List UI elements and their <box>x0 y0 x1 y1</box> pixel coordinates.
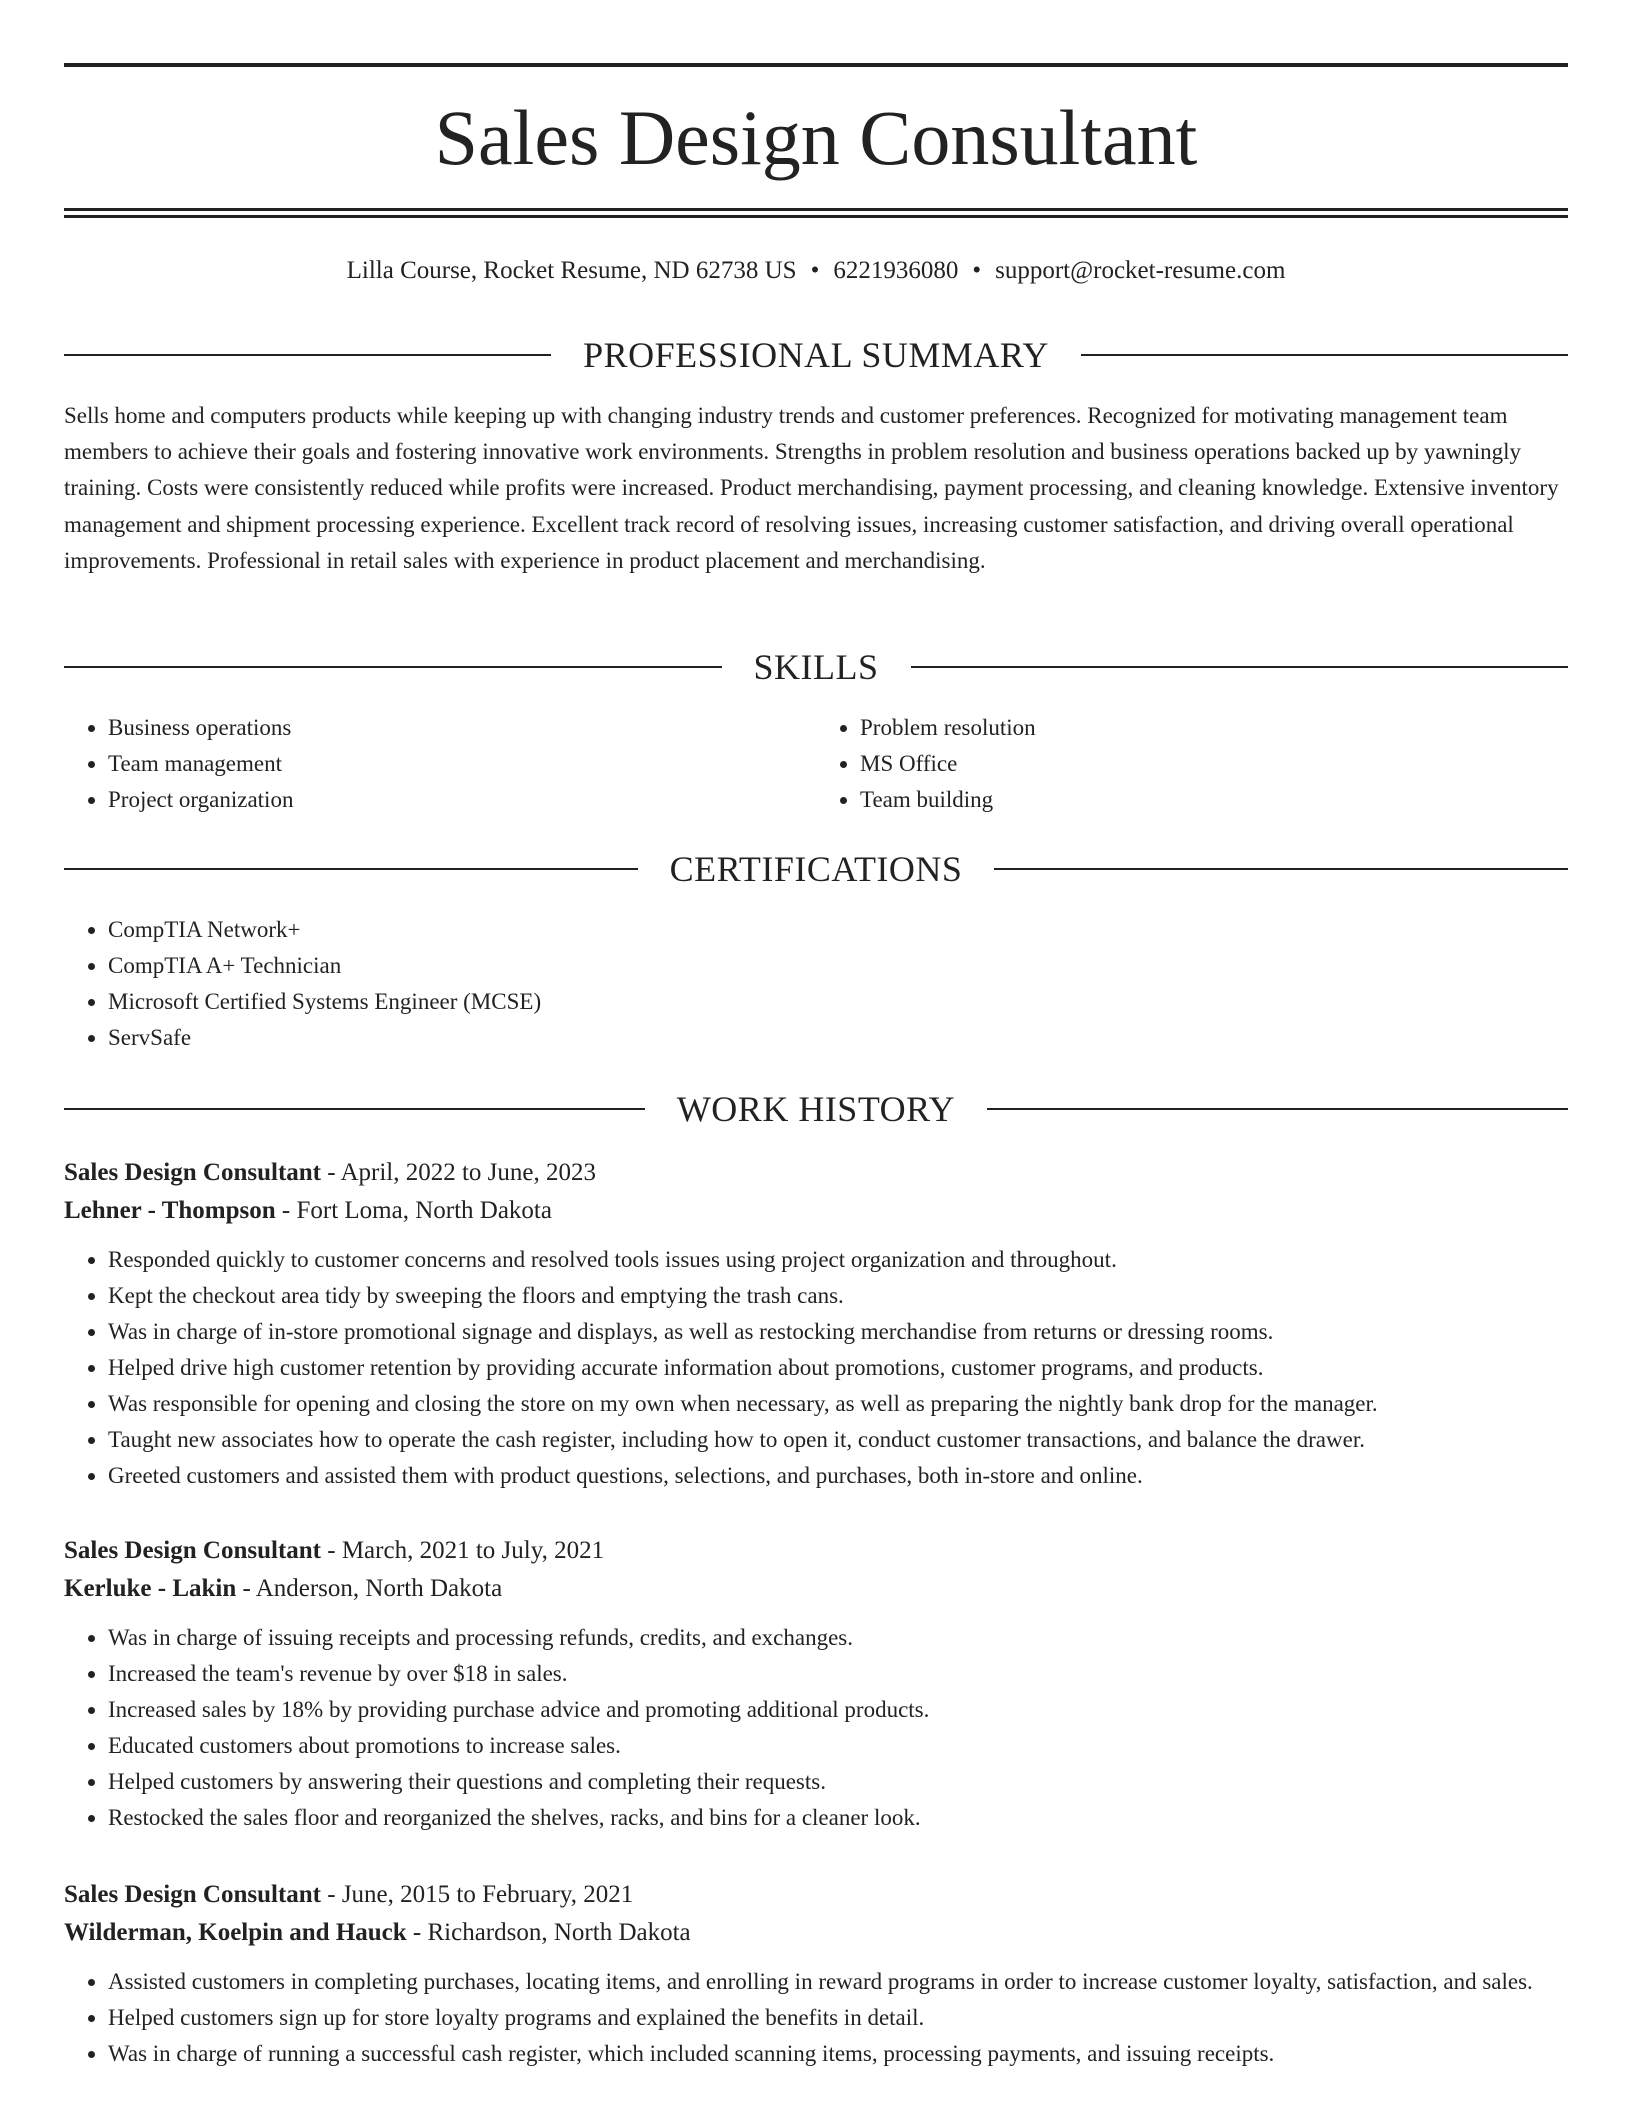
heading-rule-right <box>987 1108 1568 1110</box>
job-location: - Richardson, North Dakota <box>406 1919 691 1946</box>
page-title: Sales Design Consultant <box>434 94 1198 181</box>
section-title: SKILLS <box>753 647 879 687</box>
contact-separator: • <box>810 257 820 284</box>
skill-item: • Business operations <box>108 710 816 746</box>
section-heading-skills <box>64 645 1568 689</box>
job-title: Sales Design Consultant <box>64 1537 321 1564</box>
job-company-line <box>64 1192 1568 1230</box>
job-company: Kerluke - Lakin <box>64 1575 237 1602</box>
job-company-line <box>64 1570 1568 1608</box>
job-bullet: • Kept the checkout area tidy by sweeping the floors and emptying the trash cans. <box>108 1278 1568 1314</box>
heading-rule-right <box>1081 354 1568 356</box>
job-dates: - March, 2021 to July, 2021 <box>321 1537 605 1564</box>
section-title: WORK HISTORY <box>676 1089 956 1129</box>
section-title: PROFESSIONAL SUMMARY <box>583 335 1049 375</box>
job-bullet: • Helped customers sign up for store loyalty programs and explained the benefits in detail. <box>108 2000 1568 2036</box>
job-company: Lehner - Thompson <box>64 1197 276 1224</box>
skill-item: • MS Office <box>860 746 1568 782</box>
contact-address: Lilla Course, Rocket Resume, ND 62738 US <box>346 257 797 284</box>
job-entry <box>64 1154 1568 1494</box>
job-bullet: • Helped customers by answering their questions and completing their requests. <box>108 1764 1568 1800</box>
certification-item: • CompTIA A+ Technician <box>108 948 1568 984</box>
job-title-line <box>64 1876 1568 1914</box>
job-bullet: • Increased sales by 18% by providing purchase advice and promoting additional products. <box>108 1692 1568 1728</box>
title-double-rule <box>64 208 1568 218</box>
skill-item: • Team management <box>108 746 816 782</box>
certification-item: • CompTIA Network+ <box>108 912 1568 948</box>
skills-column-left <box>64 710 816 818</box>
job-bullet: • Helped drive high customer retention by providing accurate information about promotions, customer programs, and products. <box>108 1350 1568 1386</box>
certification-item: • Microsoft Certified Systems Engineer (MCSE) <box>108 984 1568 1020</box>
job-title: Sales Design Consultant <box>64 1159 321 1186</box>
heading-rule-left <box>64 868 638 870</box>
certification-item: • ServSafe <box>108 1020 1568 1056</box>
skills-column-right <box>816 710 1568 818</box>
job-company: Wilderman, Koelpin and Hauck <box>64 1919 407 1946</box>
contact-phone: 6221936080 <box>833 257 959 284</box>
job-entry <box>64 1876 1568 2072</box>
section-heading-certifications <box>64 847 1568 891</box>
job-entry <box>64 1532 1568 1836</box>
job-title: Sales Design Consultant <box>64 1881 321 1908</box>
job-dates: - April, 2022 to June, 2023 <box>321 1159 596 1186</box>
job-bullet: • Taught new associates how to operate the cash register, including how to open it, conduct customer transactions, and balance the drawer. <box>108 1422 1568 1458</box>
job-bullet: • Assisted customers in completing purchases, locating items, and enrolling in reward programs in order to increase customer loyalty, satisfaction, and sales. <box>108 1964 1568 2000</box>
job-bullets <box>64 1964 1568 2072</box>
job-bullet: • Was in charge of issuing receipts and processing refunds, credits, and exchanges. <box>108 1620 1568 1656</box>
top-rule <box>64 63 1568 67</box>
contact-email: support@rocket-resume.com <box>995 257 1286 284</box>
job-bullets <box>64 1620 1568 1836</box>
job-location: - Fort Loma, North Dakota <box>275 1197 552 1224</box>
job-location: - Anderson, North Dakota <box>236 1575 503 1602</box>
job-title-line <box>64 1154 1568 1192</box>
job-bullets <box>64 1242 1568 1494</box>
section-title: CERTIFICATIONS <box>669 849 963 889</box>
job-bullet: • Increased the team's revenue by over $18 in sales. <box>108 1656 1568 1692</box>
job-bullet: • Was in charge of in-store promotional signage and displays, as well as restocking merchandise from returns or dressing rooms. <box>108 1314 1568 1350</box>
section-heading-summary <box>64 333 1568 377</box>
heading-rule-right <box>911 666 1569 668</box>
contact-separator: • <box>972 257 982 284</box>
job-bullet: • Educated customers about promotions to increase sales. <box>108 1728 1568 1764</box>
job-bullet: • Restocked the sales floor and reorganized the shelves, racks, and bins for a cleaner look. <box>108 1800 1568 1836</box>
heading-rule-left <box>64 1108 645 1110</box>
skills-list <box>64 710 1568 818</box>
heading-rule-left <box>64 666 722 668</box>
skill-item: • Problem resolution <box>860 710 1568 746</box>
job-company-line <box>64 1914 1568 1952</box>
job-bullet: • Was in charge of running a successful cash register, which included scanning items, processing payments, and issuing receipts. <box>108 2036 1568 2072</box>
job-bullet: • Greeted customers and assisted them with product questions, selections, and purchases, both in-store and online. <box>108 1458 1568 1494</box>
job-title-line <box>64 1532 1568 1570</box>
job-bullet: • Was responsible for opening and closing the store on my own when necessary, as well as preparing the nightly bank drop for the manager. <box>108 1386 1568 1422</box>
section-heading-work-history <box>64 1087 1568 1131</box>
heading-rule-left <box>64 354 551 356</box>
job-dates: - June, 2015 to February, 2021 <box>321 1881 634 1908</box>
summary-text: Sells home and computers products while keeping up with changing industry trends and customer preferences. Recognized for motivating management team members to achieve their goals and fostering innovative work environments. Strengths in problem resolution and business operations backed up by yawningly training. Costs were consistently reduced while profits were increased. Product merchandising, payment processing, and cleaning knowledge. Extensive inventory management and shipment processing experience. Excellent track record of resolving issues, increasing customer satisfaction, and driving overall operational improvements. Professional in retail sales with experience in product placement and merchandising. <box>64 403 1559 573</box>
skill-item: • Team building <box>860 782 1568 818</box>
heading-rule-right <box>994 868 1568 870</box>
skill-item: • Project organization <box>108 782 816 818</box>
job-bullet: • Responded quickly to customer concerns and resolved tools issues using project organization and throughout. <box>108 1242 1568 1278</box>
contact-line <box>64 254 1568 288</box>
certifications-list <box>64 912 1568 1056</box>
